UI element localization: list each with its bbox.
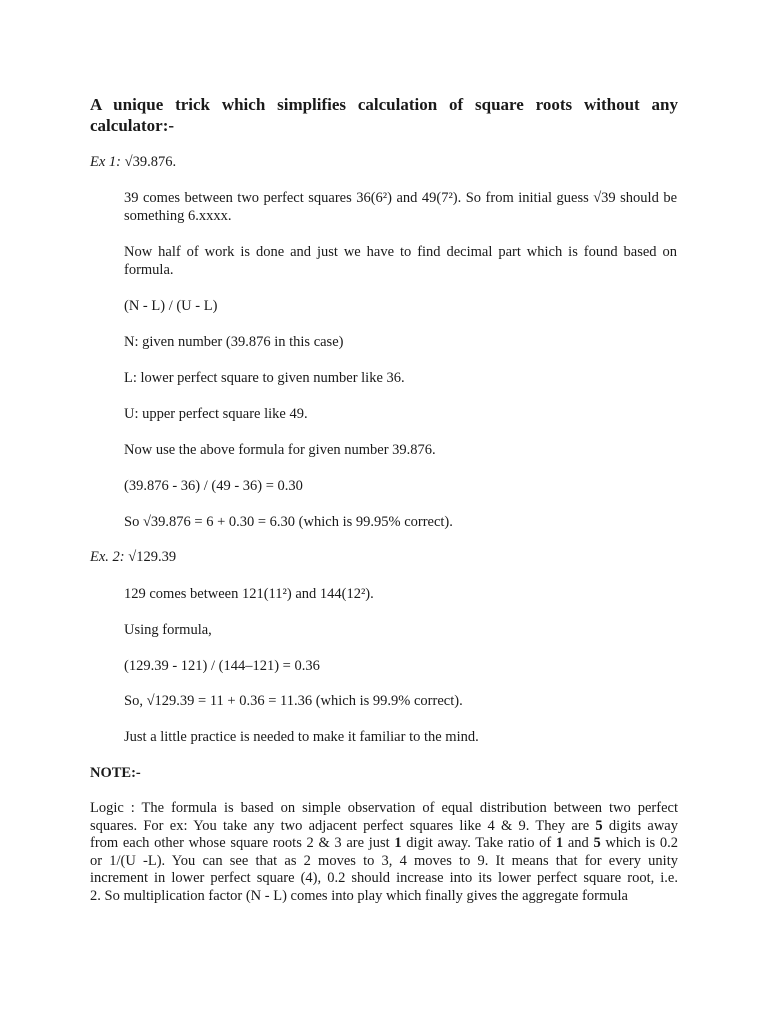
logic-line: 2. So multiplication factor (N - L) comes into play which finally gives the aggregate formula	[90, 887, 628, 904]
example-2-result: So, √129.39 = 11 + 0.36 = 11.36 (which is 99.9% correct).	[124, 693, 463, 709]
example-2-label: Ex. 2:	[90, 549, 125, 565]
logic-paragraph	[90, 800, 678, 905]
example-1-use-formula: Now use the above formula for given number 39.876.	[124, 442, 436, 458]
logic-line: squares. For ex: You take any two adjacent perfect squares like 4 & 9. They are 5 digits away	[90, 817, 678, 834]
practice-note: Just a little practice is needed to make it familiar to the mind.	[124, 729, 479, 745]
example-1-result: So √39.876 = 6 + 0.30 = 6.30 (which is 99.95% correct).	[124, 514, 453, 530]
definition-u: U: upper perfect square like 49.	[124, 406, 308, 422]
document-title: A unique trick which simplifies calculation of square roots without any calculator:-	[90, 95, 678, 135]
example-1-heading	[90, 153, 176, 171]
formula-text: (N - L) / (U - L)	[124, 298, 218, 314]
example-1-paragraph-2: Now half of work is done and just we have to find decimal part which is found based on formula.	[124, 244, 677, 278]
note-heading: NOTE:-	[90, 765, 141, 781]
logic-line: or 1/(U -L). You can see that as 2 moves to 3, 4 moves to 9. It means that for every unity	[90, 852, 678, 869]
definition-l: L: lower perfect square to given number like 36.	[124, 370, 405, 386]
definition-n: N: given number (39.876 in this case)	[124, 334, 344, 350]
example-2-paragraph-1: 129 comes between 121(11²) and 144(12²).	[124, 586, 374, 602]
example-1-calculation: (39.876 - 36) / (49 - 36) = 0.30	[124, 478, 303, 494]
example-2-using-formula: Using formula,	[124, 622, 212, 638]
example-1-label: Ex 1:	[90, 154, 121, 170]
example-2-heading	[90, 548, 176, 566]
example-2-calculation: (129.39 - 121) / (144–121) = 0.36	[124, 658, 320, 674]
logic-line: from each other whose square roots 2 & 3 are just 1 digit away. Take ratio of 1 and 5 which is 0.2	[90, 835, 679, 851]
logic-line: increment in lower perfect square (4), 0.2 should increase into its lower perfect square root, i.e.	[90, 870, 678, 886]
example-1-expression: √39.876.	[121, 154, 177, 170]
example-1-paragraph-1: 39 comes between two perfect squares 36(6²) and 49(7²). So from initial guess √39 should be something 6.xxxx.	[124, 190, 677, 224]
logic-line: Logic : The formula is based on simple observation of equal distribution between two perfect	[90, 800, 678, 816]
example-2-expression: √129.39	[124, 549, 177, 565]
